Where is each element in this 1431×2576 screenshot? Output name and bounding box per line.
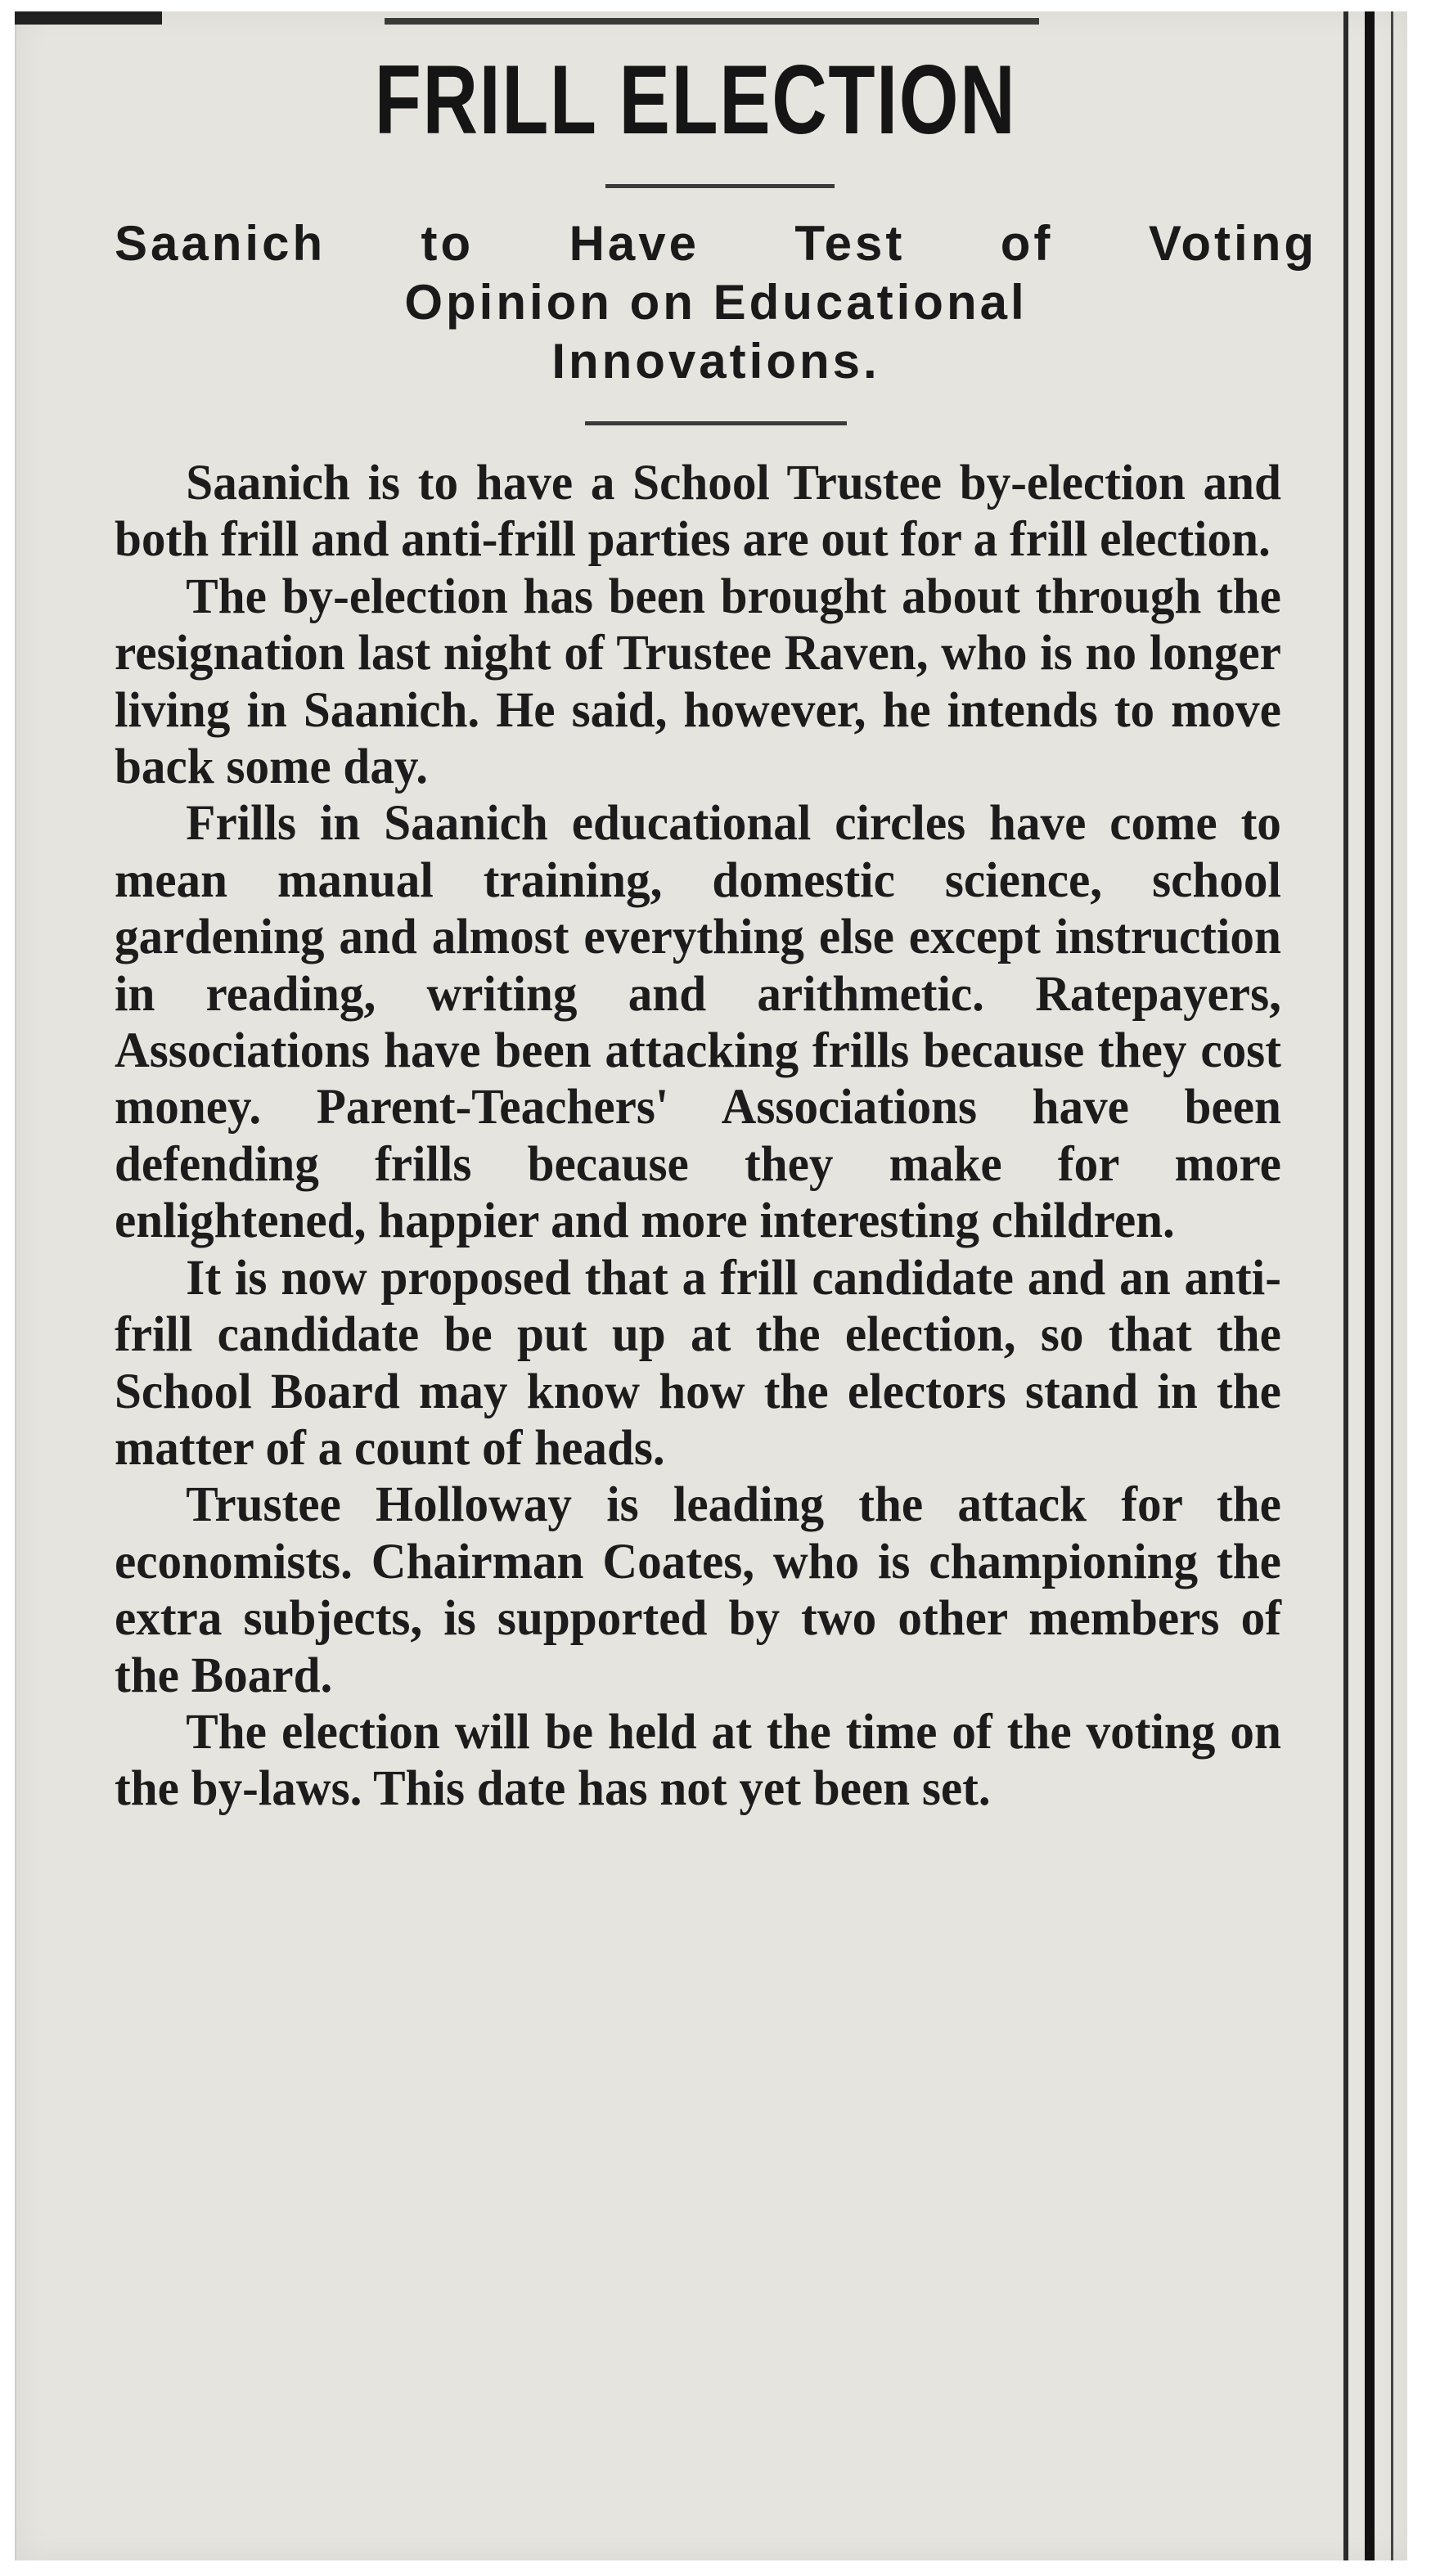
subheadline-line: Saanich to Have Test of Voting (115, 216, 1317, 271)
subheadline-line: Opinion on Educational (404, 275, 1028, 330)
column-divider-thick (1365, 11, 1375, 2560)
headline-separator-rule (605, 184, 835, 188)
column-top-corner-mark (15, 11, 162, 25)
article-body (115, 455, 1281, 1818)
article-paragraph: The by-election has been brought about through the resignation last night of Trustee Raven, who is no longer living in Saanich. He said, however, he intends to move back some day. (115, 569, 1281, 795)
article-paragraph: The election will be held at the time of the voting on the by-laws. This date has not yet been set. (115, 1704, 1281, 1817)
column-divider-edge (1391, 11, 1393, 2560)
article-paragraph: Trustee Holloway is leading the attack for the economists. Chairman Coates, who is championing the extra subjects, is supported by two other members of the Board. (115, 1477, 1281, 1703)
subheadline-line: Innovations. (551, 334, 880, 389)
top-column-rule (385, 18, 1039, 25)
article-subheadline (115, 214, 1317, 391)
article-paragraph: It is now proposed that a frill candidate and an anti-frill candidate be put up at the election, so that the School Board may know how the electors stand in the matter of a count of heads. (115, 1250, 1281, 1476)
deck-separator-rule (585, 421, 847, 425)
article-headline: FRILL ELECTION (374, 45, 1017, 155)
article-paragraph: Frills in Saanich educational circles have come to mean manual training, domestic science, school gardening and almost everything else except instruction in reading, writing and arithmetic. Ratepayers, Associations have been attacking frills because they cost money. Parent-Teachers' Associations have been defending frills because they make for more enlightened, happier and more interesting children. (115, 796, 1281, 1249)
article-paragraph: Saanich is to have a School Trustee by-election and both frill and anti-frill parties are out for a frill election. (115, 456, 1281, 568)
column-divider-thin (1343, 11, 1348, 2560)
